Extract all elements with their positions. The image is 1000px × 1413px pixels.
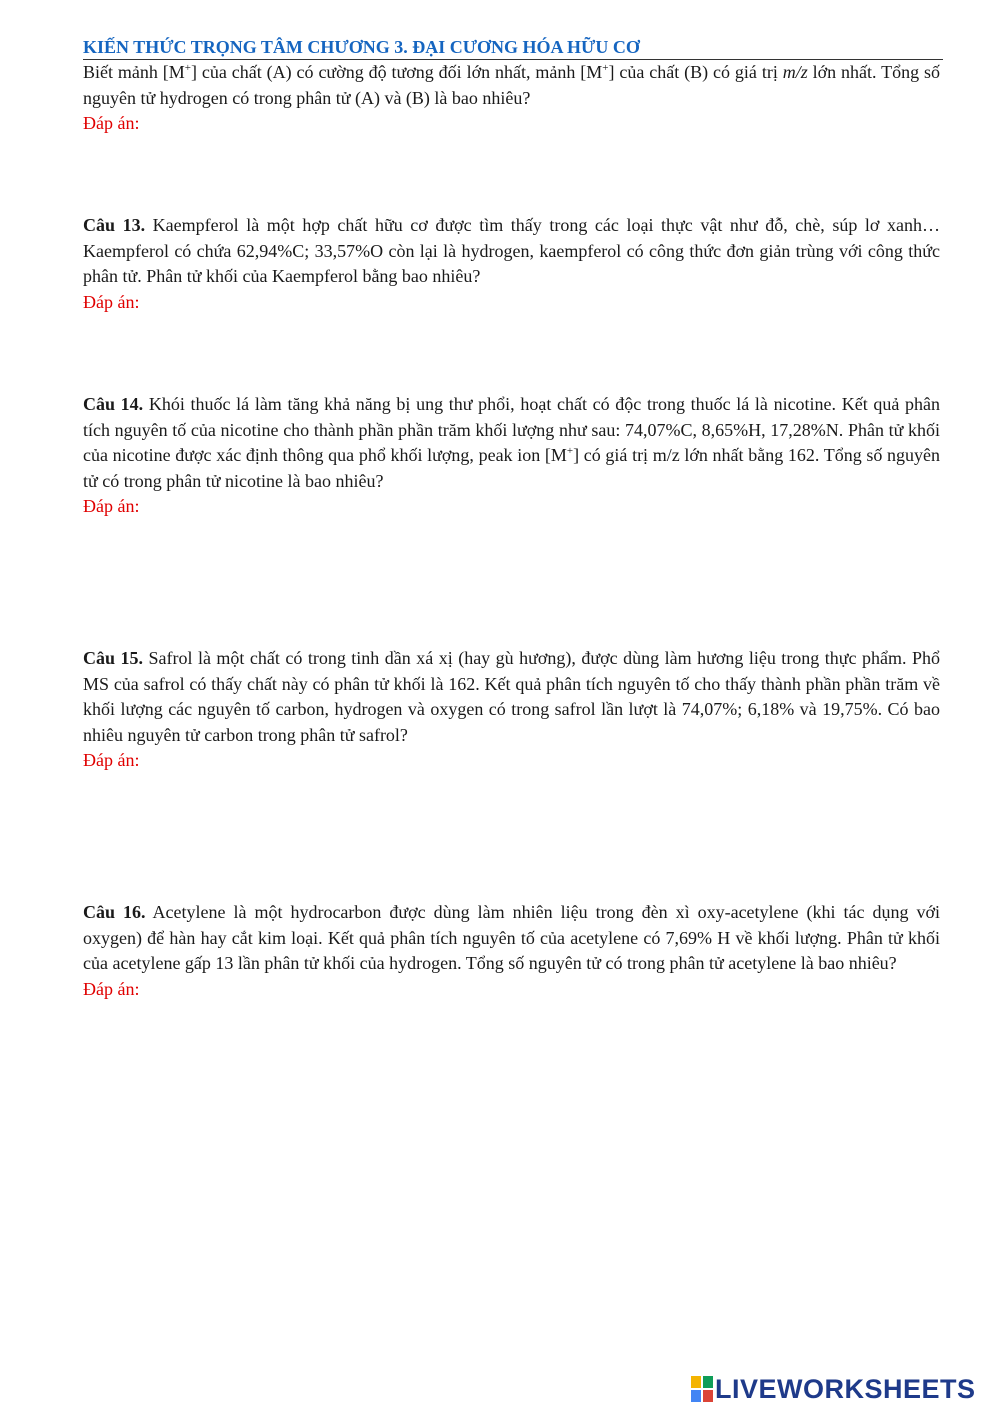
answer-label: Đáp án:: [83, 113, 140, 133]
question-text: Biết mảnh [M+] của chất (A) có cường độ tương đối lớn nhất, mảnh [M+] của chất (B) có giá trị m/z lớn nhất. Tổng số nguyên tử hydrogen có trong phân tử (A) và (B) là bao nhiêu?: [83, 62, 941, 108]
question-16: [83, 900, 940, 1002]
answer-label: Đáp án:: [83, 291, 140, 312]
question-text: Câu 15. Safrol là một chất có trong tinh dần xá xị (hay gù hương), được dùng làm hương liệu trong thực phẩm. Phổ MS của safrol có thấy chất này có phân tử khối là 162. Kết quả phân tích nguyên tố cho thấy thành phần phần trăm về khối lượng các nguyên tố carbon, hydrogen và oxygen có trong safrol lần lượt là 74,07%; 6,18% và 19,75%. Có bao nhiêu nguyên tử carbon trong phân tử safrol?: [83, 648, 940, 745]
logo-text: LIVEWORKSHEETS: [715, 1373, 976, 1404]
question-14: [83, 392, 940, 519]
question-text: Câu 16. Acetylene là một hydrocarbon được dùng làm nhiên liệu trong đèn xì oxy-acetylene (khi tác dụng với oxygen) để hàn hay cắt kim loại. Kết quả phân tích nguyên tố của acetylene có 7,69% H về khối lượng. Phân tử khối của acetylene gấp 13 lần phân tử khối của hydrogen. Tổng số nguyên tử có trong phân tử acetylene là bao nhiêu?: [83, 902, 940, 973]
question-number: Câu 14.: [83, 394, 144, 414]
question-15: [83, 646, 940, 773]
question-text: Câu 14. Khói thuốc lá làm tăng khả năng bị ung thư phổi, hoạt chất có độc trong thuốc lá là nicotine. Kết quả phân tích nguyên tố của nicotine cho thành phần phần trăm khối lượng như sau: 74,07%C, 8,65%H, 17,28%N. Phân tử khối của nicotine được xác định thông qua phổ khối lượng, peak ion [M+] có giá trị m/z lớn nhất bằng 162. Tổng số nguyên tử có trong phân tử nicotine là bao nhiêu?: [83, 394, 941, 491]
answer-label: Đáp án:: [83, 496, 140, 516]
question-13: [83, 213, 940, 315]
page-title: KIẾN THỨC TRỌNG TÂM CHƯƠNG 3. ĐẠI CƯƠNG HÓA HỮU CƠ: [83, 36, 943, 60]
liveworksheets-logo-icon: [691, 1376, 713, 1402]
question-text: Câu 13. Kaempferol là một hợp chất hữu cơ được tìm thấy trong các loại thực vật như đỗ, chè, súp lơ xanh… Kaempferol có chứa 62,94%C; 33,57%O còn lại là hydrogen, kaempferol có công thức đơn giản trùng với công thức phân tử. Phân tử khối của Kaempferol bằng bao nhiêu?: [83, 215, 941, 286]
liveworksheets-logo[interactable]: [691, 1373, 976, 1405]
answer-label: Đáp án:: [83, 978, 140, 999]
question-number: Câu 13.: [83, 215, 146, 235]
question-12-continuation: [83, 60, 940, 136]
answer-label: Đáp án:: [83, 750, 140, 770]
question-number: Câu 16.: [83, 902, 146, 922]
question-number: Câu 15.: [83, 648, 143, 668]
